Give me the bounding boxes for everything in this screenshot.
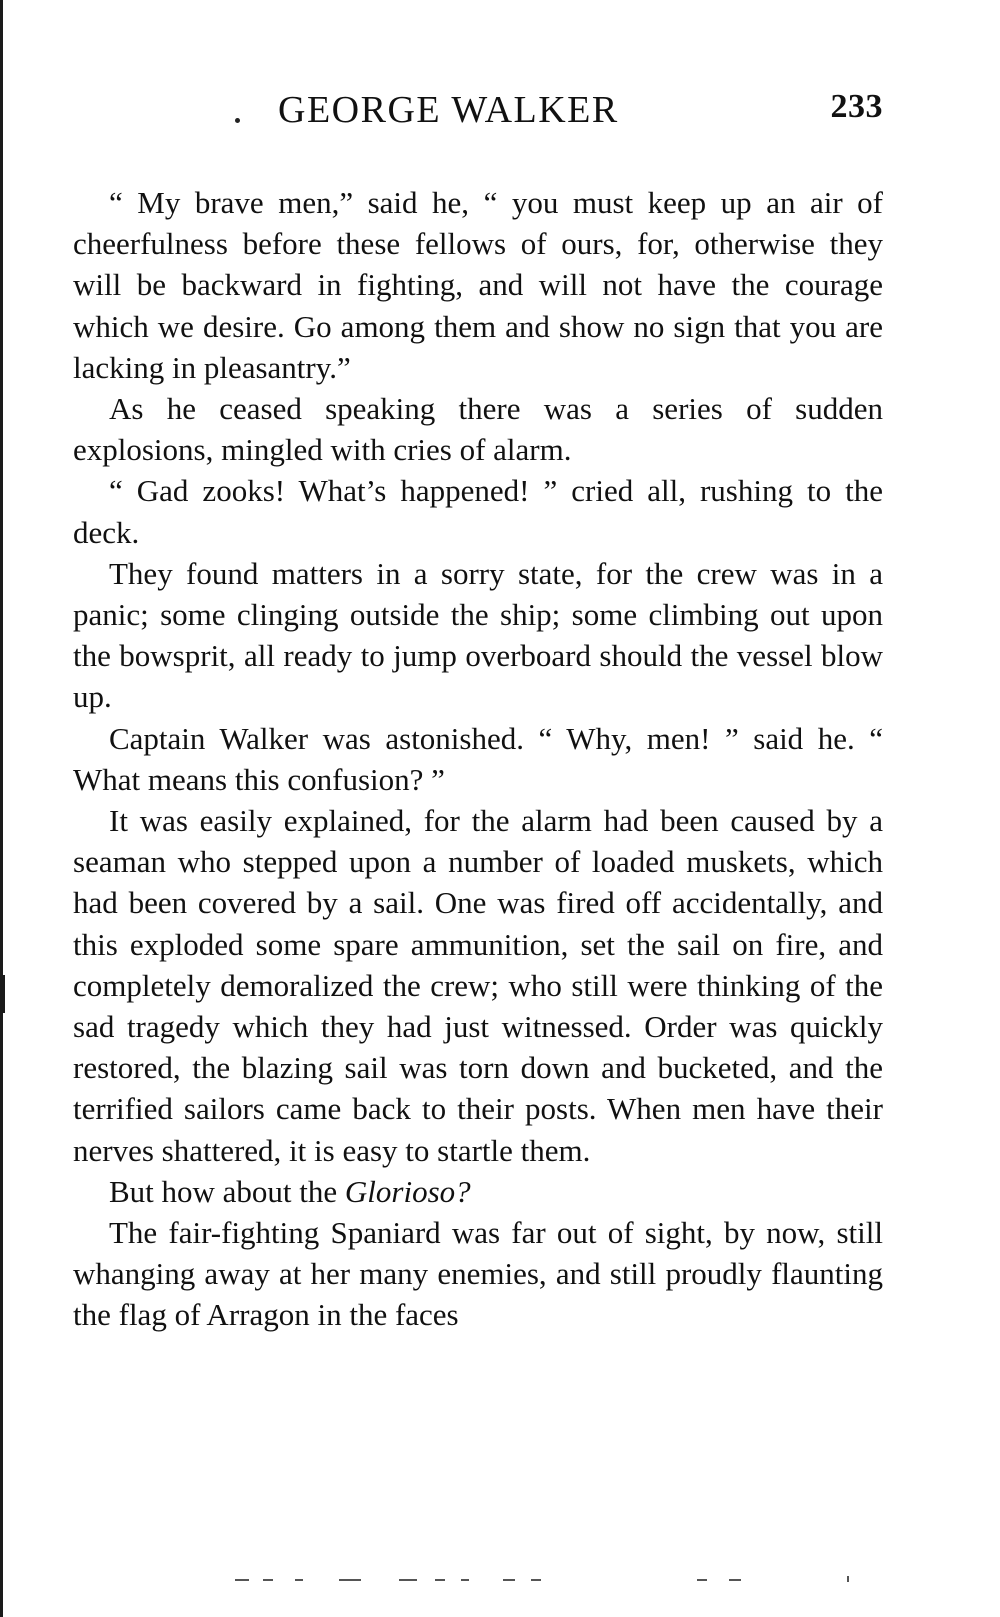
paragraph bbox=[73, 553, 883, 718]
page-number: 233 bbox=[830, 88, 883, 125]
bleed-mark bbox=[235, 1579, 249, 1581]
bleed-mark bbox=[295, 1579, 303, 1581]
bleed-mark bbox=[847, 1576, 849, 1582]
paragraph bbox=[73, 800, 883, 1171]
paragraph-text: It was easily explained, for the alarm had been caused by a seaman who stepped upon a number of loaded muskets, which had been covered by a sail. One was fired off accidentally, and this exploded some spare ammunition, set the sail on fire, and completely demoralized the crew; who still were thinking of the sad tragedy which they had just witnessed. Order was quickly restored, the blazing sail was torn down and bucketed, and the terrified sailors came back to their posts. When men have their nerves shattered, it is easy to startle them. bbox=[73, 803, 883, 1168]
ornament-dot bbox=[235, 118, 240, 123]
bleed-mark bbox=[399, 1579, 417, 1581]
binding-edge-mark bbox=[3, 975, 5, 1013]
paragraph-text: The fair-fighting Spaniard was far out of sight, by now, still whanging away at her many enemies, and still proudly flaunting the flag of Arragon in the faces bbox=[73, 1215, 883, 1333]
bleed-mark bbox=[435, 1579, 445, 1581]
running-head bbox=[73, 88, 883, 136]
bleed-mark bbox=[263, 1579, 273, 1581]
next-page-bleed-marks bbox=[235, 1576, 875, 1584]
paragraph-text: “ Gad zooks! What’s happened! ” cried all, rushing to the deck. bbox=[73, 473, 883, 550]
paragraph bbox=[73, 470, 883, 552]
bleed-mark bbox=[729, 1579, 741, 1581]
binding-edge bbox=[0, 0, 3, 1617]
bleed-mark bbox=[503, 1579, 515, 1581]
body-text bbox=[73, 182, 883, 1336]
paragraph bbox=[73, 718, 883, 800]
bleed-mark bbox=[339, 1579, 361, 1581]
paragraph bbox=[73, 1171, 883, 1212]
bleed-mark bbox=[461, 1579, 469, 1581]
paragraph-text: “ My brave men,” said he, “ you must keep up an air of cheerfulness before these fellows of ours, for, otherwise they will be backward in fighting, and will not have the courage which we desire. Go among them and show no sign that you are lacking in pleasantry.” bbox=[73, 185, 883, 385]
paragraph-text: But how about the bbox=[109, 1173, 345, 1209]
paragraph-text: As he ceased speaking there was a series of sudden explosions, mingled with cries of alarm. bbox=[73, 391, 883, 468]
ship-name: Glorioso? bbox=[344, 1173, 471, 1209]
bleed-mark bbox=[531, 1579, 541, 1581]
paragraph bbox=[73, 388, 883, 470]
paragraph bbox=[73, 1212, 883, 1336]
running-head-title: GEORGE WALKER bbox=[278, 89, 619, 131]
paragraph-text: Captain Walker was astonished. “ Why, men! ” said he. “ What means this confusion? ” bbox=[73, 720, 883, 797]
paragraph bbox=[73, 182, 883, 388]
paragraph-text: They found matters in a sorry state, for the crew was in a panic; some clinging outside the ship; some climbing out upon the bowsprit, all ready to jump overboard should the vessel blow up. bbox=[73, 555, 883, 715]
bleed-mark bbox=[697, 1579, 707, 1581]
